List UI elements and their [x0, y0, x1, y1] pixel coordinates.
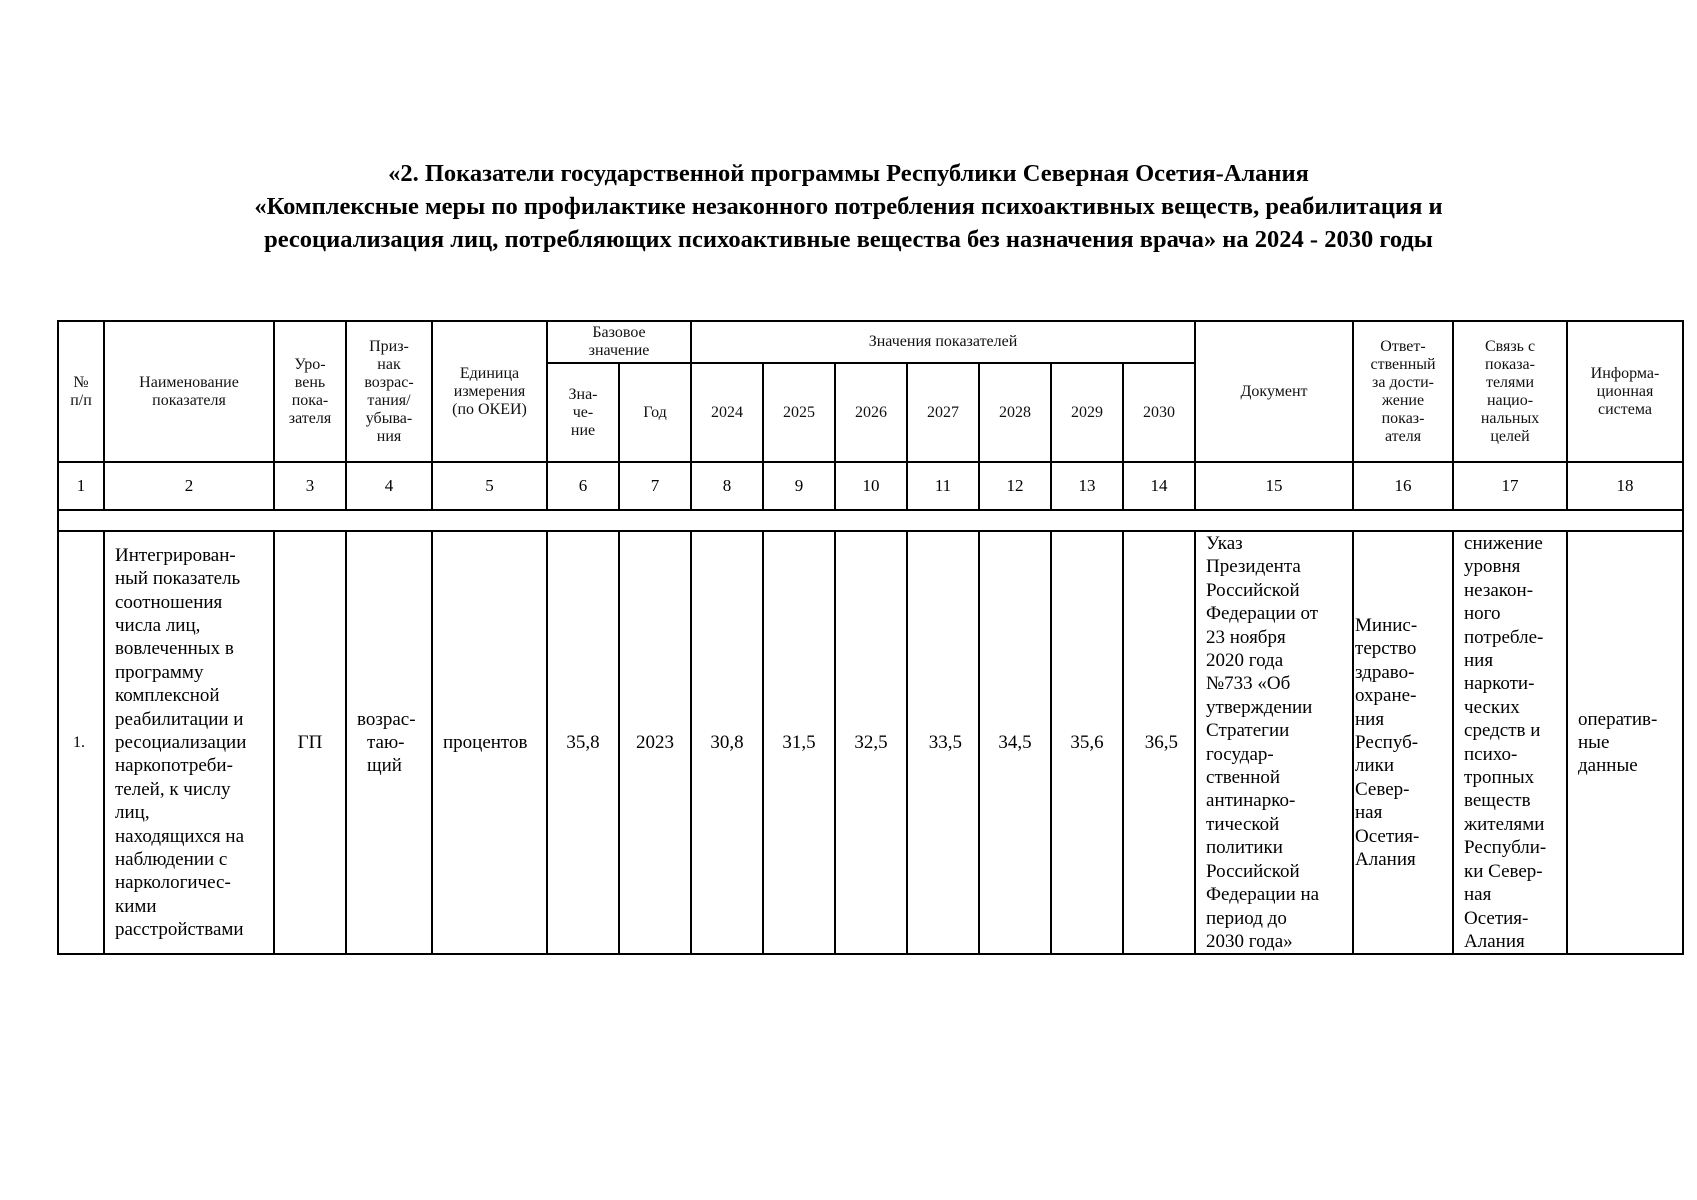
row-link: снижение уровня незакон- ного потребле- ния наркоти- ческих средств и психо- тропных веществ жителями Республи- ки Север- ная Осетия- Алания — [1453, 531, 1567, 954]
header-values-group: Значения показателей — [691, 321, 1195, 363]
column-number: 10 — [835, 462, 907, 510]
header-year-2026: 2026 — [835, 363, 907, 462]
row-num: 1. — [58, 531, 104, 954]
column-number: 3 — [274, 462, 346, 510]
row-info-system: оператив- ные данные — [1567, 531, 1683, 954]
column-number: 8 — [691, 462, 763, 510]
row-sign: возрас- таю- щий — [346, 531, 432, 954]
column-number: 14 — [1123, 462, 1195, 510]
row-value-2024: 30,8 — [691, 531, 763, 954]
header-level: Уро- вень пока- зателя — [274, 321, 346, 462]
row-value-2028: 34,5 — [979, 531, 1051, 954]
header-year-2029: 2029 — [1051, 363, 1123, 462]
header-name: Наименование показателя — [104, 321, 274, 462]
header-base: Базовое значение — [547, 321, 691, 363]
row-base-value: 35,8 — [547, 531, 619, 954]
column-number: 18 — [1567, 462, 1683, 510]
header-sign: Приз- нак возрас- тания/ убыва- ния — [346, 321, 432, 462]
column-number: 17 — [1453, 462, 1567, 510]
row-value-2027: 33,5 — [907, 531, 979, 954]
row-document: Указ Президента Российской Федерации от 23 ноября 2020 года №733 «Об утверждении Стратегии государ- ственной антинарко- тической политики Российской Федерации на период до 2030 года» — [1195, 531, 1353, 954]
indicators-table — [57, 320, 1684, 955]
header-info-system: Информа- ционная система — [1567, 321, 1683, 462]
header-row-1 — [58, 321, 1683, 363]
row-value-2025: 31,5 — [763, 531, 835, 954]
column-number: 7 — [619, 462, 691, 510]
header-document: Документ — [1195, 321, 1353, 462]
column-number: 1 — [58, 462, 104, 510]
column-number: 5 — [432, 462, 547, 510]
row-base-year: 2023 — [619, 531, 691, 954]
header-responsible: Ответ- ственный за дости- жение показ- ателя — [1353, 321, 1453, 462]
header-unit: Единица измерения (по ОКЕИ) — [432, 321, 547, 462]
header-year-2025: 2025 — [763, 363, 835, 462]
row-value-2029: 35,6 — [1051, 531, 1123, 954]
row-unit: процентов — [432, 531, 547, 954]
header-year-2024: 2024 — [691, 363, 763, 462]
title-line-2: «Комплексные меры по профилактике незаконного потребления психоактивных веществ, реабилитация и — [254, 193, 1443, 220]
column-number: 2 — [104, 462, 274, 510]
column-number: 11 — [907, 462, 979, 510]
header-base-year: Год — [619, 363, 691, 462]
column-number: 13 — [1051, 462, 1123, 510]
row-responsible: Минис- терство здраво- охране- ния Респуб- лики Север- ная Осетия- Алания — [1353, 531, 1453, 954]
row-value-2026: 32,5 — [835, 531, 907, 954]
table-row — [58, 531, 1683, 954]
column-numbers-row — [58, 462, 1683, 510]
header-num: № п/п — [58, 321, 104, 462]
column-number: 12 — [979, 462, 1051, 510]
row-value-2030: 36,5 — [1123, 531, 1195, 954]
spacer-row — [58, 510, 1683, 531]
column-number: 6 — [547, 462, 619, 510]
header-base-value: Зна- че- ние — [547, 363, 619, 462]
column-number: 9 — [763, 462, 835, 510]
column-number: 4 — [346, 462, 432, 510]
column-number: 16 — [1353, 462, 1453, 510]
header-year-2030: 2030 — [1123, 363, 1195, 462]
title-line-3: ресоциализация лиц, потребляющих психоактивные вещества без назначения врача» на 2024 - 2030 годы — [264, 226, 1433, 253]
header-year-2027: 2027 — [907, 363, 979, 462]
spacer-cell — [58, 510, 1683, 531]
header-link: Связь с показа- телями нацио- нальных целей — [1453, 321, 1567, 462]
title-line-1: «2. Показатели государственной программы Республики Северная Осетия-Алания — [388, 160, 1309, 187]
column-number: 15 — [1195, 462, 1353, 510]
document-title — [0, 157, 1697, 256]
row-name: Интегрирован- ный показатель соотношения числа лиц, вовлеченных в программу комплексной реабилитации и ресоциализации наркопотреби- телей, к числу лиц, находящихся на наблюдении с наркологичес- кими расстройствами — [104, 531, 274, 954]
header-year-2028: 2028 — [979, 363, 1051, 462]
row-level: ГП — [274, 531, 346, 954]
